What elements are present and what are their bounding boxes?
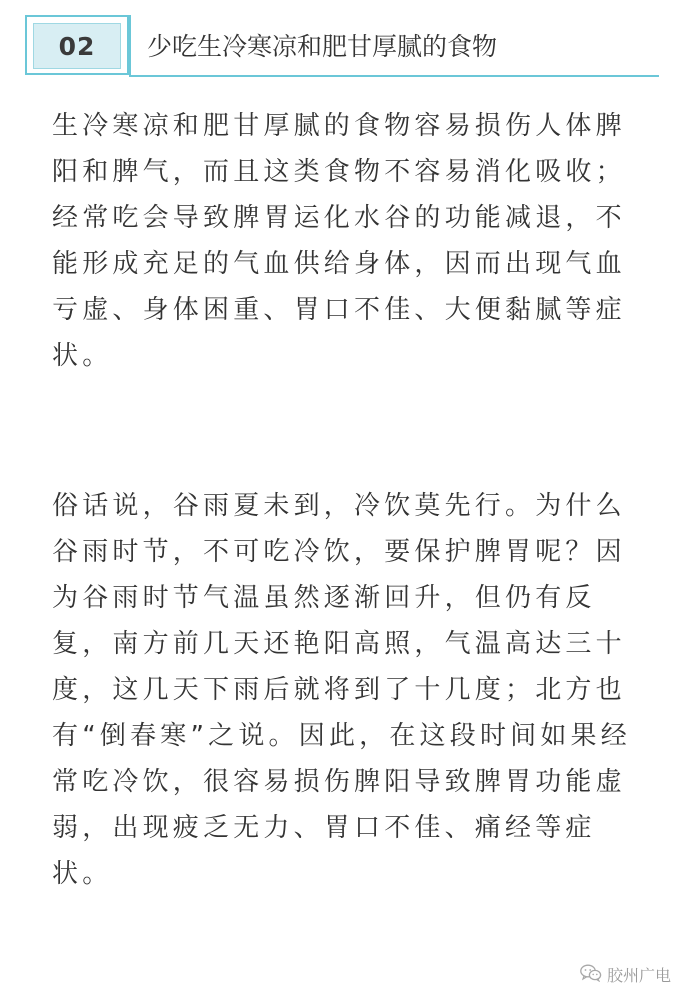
- section-title: 少吃生冷寒凉和肥甘厚腻的食物: [147, 32, 498, 61]
- source-name: 胶州广电: [606, 966, 671, 985]
- body-paragraph-1: 生冷寒凉和肥甘厚腻的食物容易损伤人体脾阳和脾气，而且这类食物不容易消化吸收；经常吃会导致脾胃运化水谷的功能减退，不能形成充足的气血供给身体，因而出现气血亏虚、身体困重、胃口不佳、大便黏腻等症状。: [52, 111, 626, 371]
- section-number-box: [25, 15, 129, 75]
- wechat-icon: [580, 964, 602, 986]
- section-number: 02: [33, 23, 121, 69]
- header-divider-vertical: [129, 15, 131, 77]
- source-watermark: [580, 963, 671, 986]
- body-paragraph-2: 俗话说，谷雨夏未到，冷饮莫先行。为什么谷雨时节，不可吃冷饮，要保护脾胃呢？因为谷雨时节气温虽然逐渐回升，但仍有反复，南方前几天还艳阳高照，气温高达三十度，这几天下雨后就将到了十几度；北方也有“倒春寒”之说。因此，在这段时间如果经常吃冷饮，很容易损伤脾阳导致脾胃功能虚弱，出现疲乏无力、胃口不佳、痛经等症状。: [52, 491, 631, 889]
- section-header: [25, 15, 660, 80]
- header-underline: [129, 75, 659, 77]
